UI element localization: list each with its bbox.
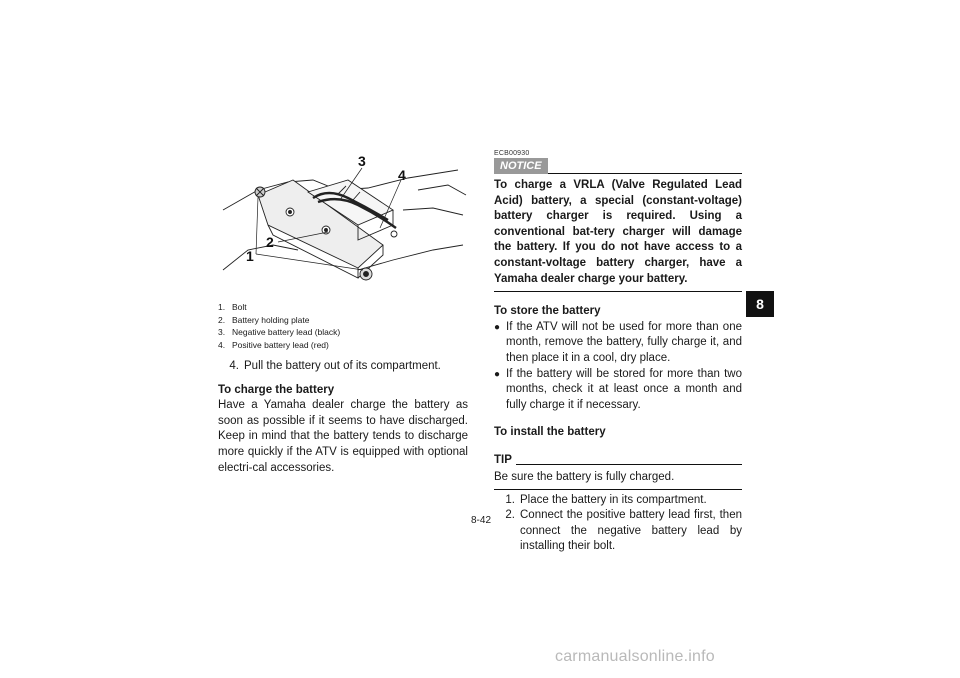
notice-header [494, 158, 742, 174]
notice-rule [548, 173, 742, 174]
notice-end-rule [494, 291, 742, 292]
step-4: 4. Pull the battery out of its compartment. [229, 360, 441, 372]
store-heading: To store the battery [494, 305, 601, 318]
legend-item: 4. Positive battery lead (red) [218, 339, 329, 350]
notice-label: NOTICE [494, 158, 548, 174]
notice-text: To charge a VRLA (Valve Regulated Lead Acid) battery, a special (constant-voltage) battery charger is required. Using a conventional bat-tery charger will damage the battery. If you do not have access to a constant-voltage battery charger, have a Yamaha dealer charge your battery. [494, 179, 742, 285]
tip-end-rule [494, 489, 742, 490]
figure-legend [218, 301, 468, 351]
callout-1: 1 [246, 248, 254, 264]
battery-illustration [218, 150, 468, 295]
bullet-icon: ● [494, 368, 501, 380]
charge-heading: To charge the battery [218, 383, 335, 396]
install-step-1: 1. Place the battery in its compartment. [505, 493, 707, 506]
callout-3: 3 [358, 153, 366, 169]
reference-code: ECB00930 [494, 150, 530, 157]
tip-rule [516, 464, 742, 465]
tip-text: Be sure the battery is fully charged. [494, 470, 675, 483]
list-item: ● If the battery will be stored for more than two months, check it at least once a month and fully charge it if necessary. [494, 367, 742, 414]
watermark: carmanualsonline.info [555, 648, 715, 665]
right-column [494, 150, 742, 555]
list-item: ● If the ATV will not be used for more than one month, remove the battery, fully charge it, and then place it in a cool, dry place. [494, 320, 742, 367]
legend-item: 3. Negative battery lead (black) [218, 327, 341, 337]
left-column [218, 150, 468, 476]
tip-header [494, 453, 742, 468]
callout-4: 4 [398, 167, 406, 183]
legend-item: 1. Bolt [218, 302, 247, 312]
legend-item: 2. Battery holding plate [218, 314, 310, 325]
bullet-icon: ● [494, 321, 501, 333]
tip-label: TIP [494, 453, 512, 466]
charge-text: Have a Yamaha dealer charge the battery as soon as possible if it seems to have discharged. Keep in mind that the battery tends to discharge more quickly if the ATV is equipped with optional electri-cal accessories. [218, 399, 468, 474]
install-step-2: 2. Connect the positive battery lead first, then connect the negative battery lead by installing their bolt. [505, 509, 742, 553]
chapter-tab[interactable]: 8 [746, 291, 774, 317]
page-number: 8-42 [471, 515, 492, 526]
install-heading: To install the battery [494, 426, 606, 439]
callout-2: 2 [266, 234, 274, 250]
battery-drawing [218, 150, 468, 295]
